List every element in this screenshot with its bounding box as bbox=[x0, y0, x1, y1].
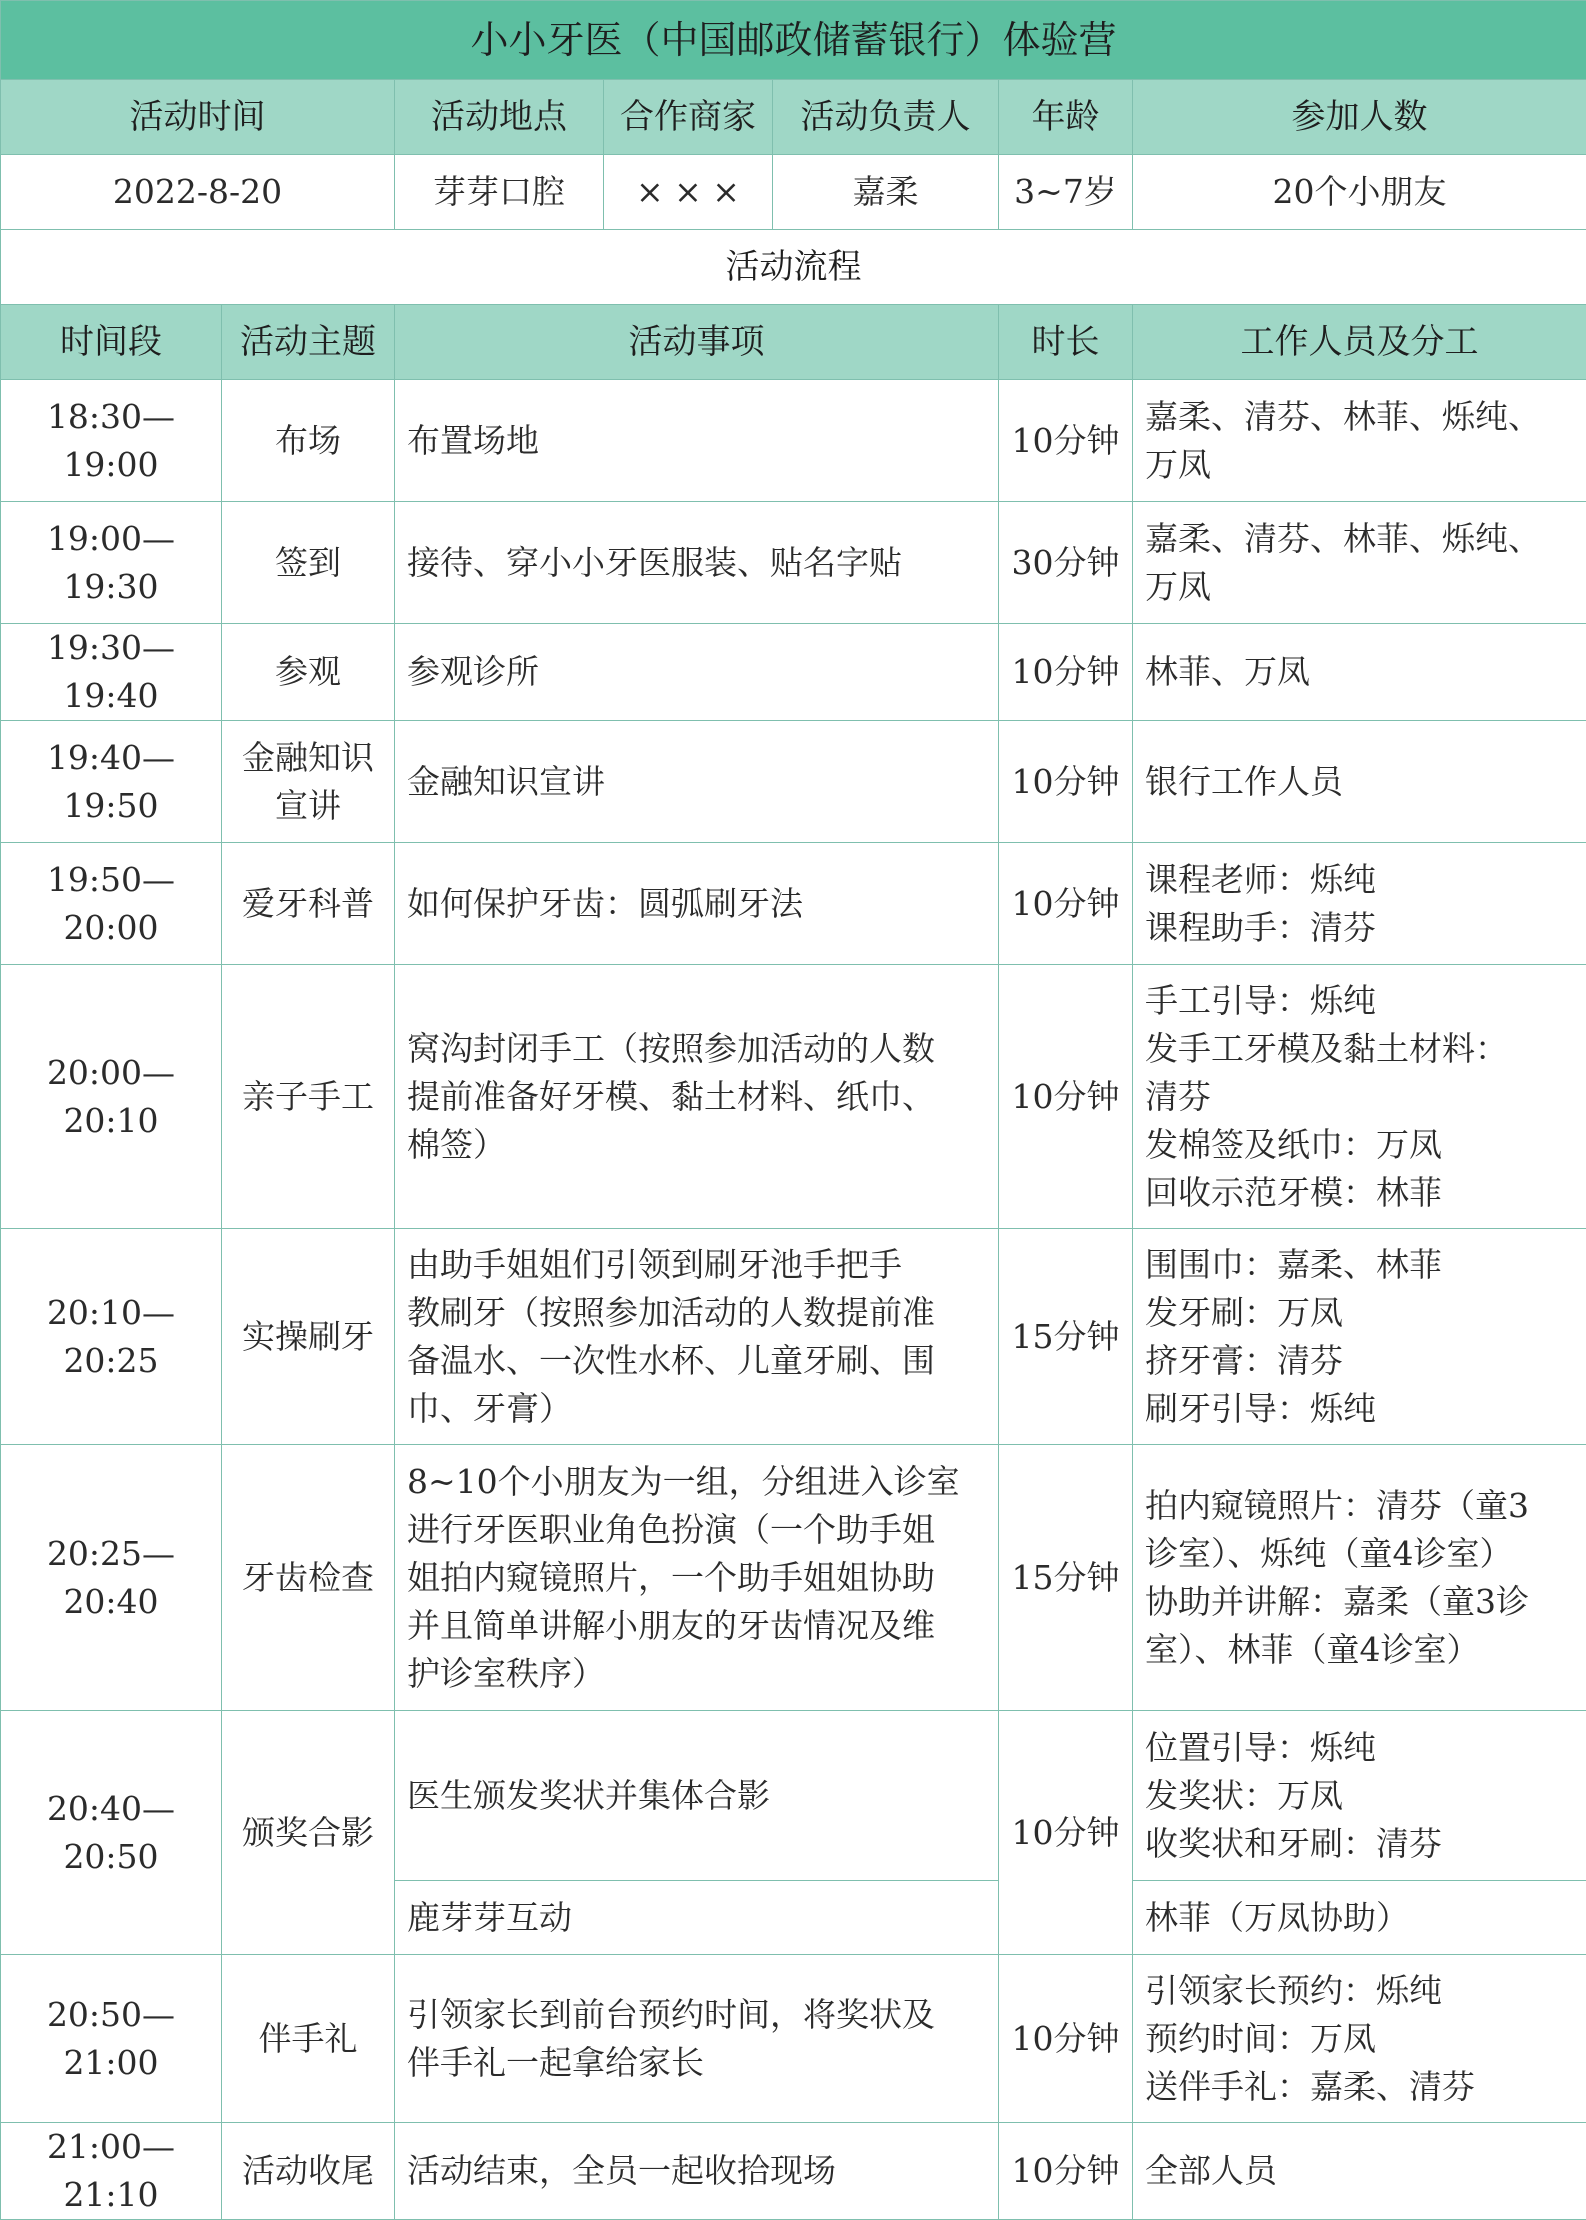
table-row bbox=[1, 624, 1586, 721]
row-theme: 签到 bbox=[222, 502, 395, 624]
row-items: 由助手姐姐们引领到刷牙池手把手 教刷牙（按照参加活动的人数提前准 备温水、一次性水杯、儿童牙刷、围 巾、牙膏） bbox=[395, 1229, 999, 1445]
row-duration: 10分钟 bbox=[999, 1955, 1133, 2123]
flow-header-row bbox=[1, 305, 1586, 380]
row-theme: 参观 bbox=[222, 624, 395, 721]
row-staff: 全部人员 bbox=[1133, 2123, 1586, 2220]
row-staff: 课程老师：烁纯 课程助手：清芬 bbox=[1133, 843, 1586, 965]
row-duration: 10分钟 bbox=[999, 624, 1133, 721]
header-participants: 参加人数 bbox=[1133, 80, 1586, 155]
header-staff: 工作人员及分工 bbox=[1133, 305, 1586, 380]
info-value-row bbox=[1, 155, 1586, 230]
row-theme: 牙齿检查 bbox=[222, 1445, 395, 1711]
row-items: 活动结束，全员一起收拾现场 bbox=[395, 2123, 999, 2220]
row-period: 19:50—20:00 bbox=[1, 843, 222, 965]
table-row bbox=[1, 721, 1586, 843]
row-staff: 手工引导：烁纯 发手工牙模及黏土材料： 清芬 发棉签及纸巾：万凤 回收示范牙模：林菲 bbox=[1133, 965, 1586, 1229]
row-period: 19:40—19:50 bbox=[1, 721, 222, 843]
row-theme: 活动收尾 bbox=[222, 2123, 395, 2220]
value-activity-time: 2022-8-20 bbox=[1, 155, 395, 230]
row-items: 8~10个小朋友为一组，分组进入诊室 进行牙医职业角色扮演（一个助手姐 姐拍内窥镜照片，一个助手姐姐协助 并且简单讲解小朋友的牙齿情况及维 护诊室秩序） bbox=[395, 1445, 999, 1711]
section-title: 活动流程 bbox=[1, 230, 1586, 305]
row-staff: 拍内窥镜照片：清芬（童3 诊室）、烁纯（童4诊室） 协助并讲解：嘉柔（童3诊 室）、林菲（童4诊室） bbox=[1133, 1445, 1586, 1711]
table-row bbox=[1, 2123, 1586, 2220]
header-activity-time: 活动时间 bbox=[1, 80, 395, 155]
row-staff: 嘉柔、清芬、林菲、烁纯、 万凤 bbox=[1133, 380, 1586, 502]
row-period: 20:00—20:10 bbox=[1, 965, 222, 1229]
row-period: 18:30—19:00 bbox=[1, 380, 222, 502]
header-partner: 合作商家 bbox=[604, 80, 773, 155]
row-period: 21:00—21:10 bbox=[1, 2123, 222, 2220]
row-staff: 围围巾：嘉柔、林菲 发牙刷：万凤 挤牙膏：清芬 刷牙引导：烁纯 bbox=[1133, 1229, 1586, 1445]
row-period: 20:50—21:00 bbox=[1, 1955, 222, 2123]
row-items: 引领家长到前台预约时间，将奖状及 伴手礼一起拿给家长 bbox=[395, 1955, 999, 2123]
table-row bbox=[1, 380, 1586, 502]
header-age: 年龄 bbox=[999, 80, 1133, 155]
row-items: 鹿芽芽互动 bbox=[395, 1881, 999, 1955]
value-partner: × × × bbox=[604, 155, 773, 230]
header-leader: 活动负责人 bbox=[773, 80, 999, 155]
row-duration: 30分钟 bbox=[999, 502, 1133, 624]
row-items: 参观诊所 bbox=[395, 624, 999, 721]
row-staff: 位置引导：烁纯 发奖状：万凤 收奖状和牙刷：清芬 bbox=[1133, 1711, 1586, 1881]
row-duration: 15分钟 bbox=[999, 1229, 1133, 1445]
row-duration: 10分钟 bbox=[999, 380, 1133, 502]
row-items: 接待、穿小小牙医服装、贴名字贴 bbox=[395, 502, 999, 624]
row-theme: 亲子手工 bbox=[222, 965, 395, 1229]
header-duration: 时长 bbox=[999, 305, 1133, 380]
row-staff: 林菲、万凤 bbox=[1133, 624, 1586, 721]
table-row bbox=[1, 1955, 1586, 2123]
row-duration: 10分钟 bbox=[999, 965, 1133, 1229]
row-period: 20:10—20:25 bbox=[1, 1229, 222, 1445]
row-period: 19:30—19:40 bbox=[1, 624, 222, 721]
row-theme: 布场 bbox=[222, 380, 395, 502]
value-age: 3~7岁 bbox=[999, 155, 1133, 230]
title-row bbox=[1, 1, 1586, 80]
table-row bbox=[1, 1445, 1586, 1711]
row-items: 窝沟封闭手工（按照参加活动的人数 提前准备好牙模、黏土材料、纸巾、 棉签） bbox=[395, 965, 999, 1229]
row-items: 医生颁发奖状并集体合影 bbox=[395, 1711, 999, 1881]
row-duration: 15分钟 bbox=[999, 1445, 1133, 1711]
row-theme: 颁奖合影 bbox=[222, 1711, 395, 1955]
table-row bbox=[1, 843, 1586, 965]
row-period: 20:25—20:40 bbox=[1, 1445, 222, 1711]
table-row bbox=[1, 502, 1586, 624]
row-duration: 10分钟 bbox=[999, 843, 1133, 965]
row-duration: 10分钟 bbox=[999, 2123, 1133, 2220]
row-theme: 金融知识 宣讲 bbox=[222, 721, 395, 843]
value-leader: 嘉柔 bbox=[773, 155, 999, 230]
value-participants: 20个小朋友 bbox=[1133, 155, 1586, 230]
header-items: 活动事项 bbox=[395, 305, 999, 380]
value-location: 芽芽口腔 bbox=[395, 155, 604, 230]
table-row bbox=[1, 965, 1586, 1229]
table-row bbox=[1, 1711, 1586, 1881]
table-row bbox=[1, 1229, 1586, 1445]
page-title: 小小牙医（中国邮政储蓄银行）体验营 bbox=[1, 1, 1586, 80]
header-theme: 活动主题 bbox=[222, 305, 395, 380]
row-theme: 实操刷牙 bbox=[222, 1229, 395, 1445]
row-period: 20:40—20:50 bbox=[1, 1711, 222, 1955]
row-items: 金融知识宣讲 bbox=[395, 721, 999, 843]
row-staff: 林菲（万凤协助） bbox=[1133, 1881, 1586, 1955]
row-items: 如何保护牙齿：圆弧刷牙法 bbox=[395, 843, 999, 965]
row-staff: 银行工作人员 bbox=[1133, 721, 1586, 843]
info-header-row bbox=[1, 80, 1586, 155]
row-period: 19:00—19:30 bbox=[1, 502, 222, 624]
header-period: 时间段 bbox=[1, 305, 222, 380]
row-theme: 伴手礼 bbox=[222, 1955, 395, 2123]
section-row bbox=[1, 230, 1586, 305]
row-theme: 爱牙科普 bbox=[222, 843, 395, 965]
row-staff: 嘉柔、清芬、林菲、烁纯、 万凤 bbox=[1133, 502, 1586, 624]
row-items: 布置场地 bbox=[395, 380, 999, 502]
row-duration: 10分钟 bbox=[999, 721, 1133, 843]
header-location: 活动地点 bbox=[395, 80, 604, 155]
row-duration: 10分钟 bbox=[999, 1711, 1133, 1955]
row-staff: 引领家长预约：烁纯 预约时间：万凤 送伴手礼：嘉柔、清芬 bbox=[1133, 1955, 1586, 2123]
